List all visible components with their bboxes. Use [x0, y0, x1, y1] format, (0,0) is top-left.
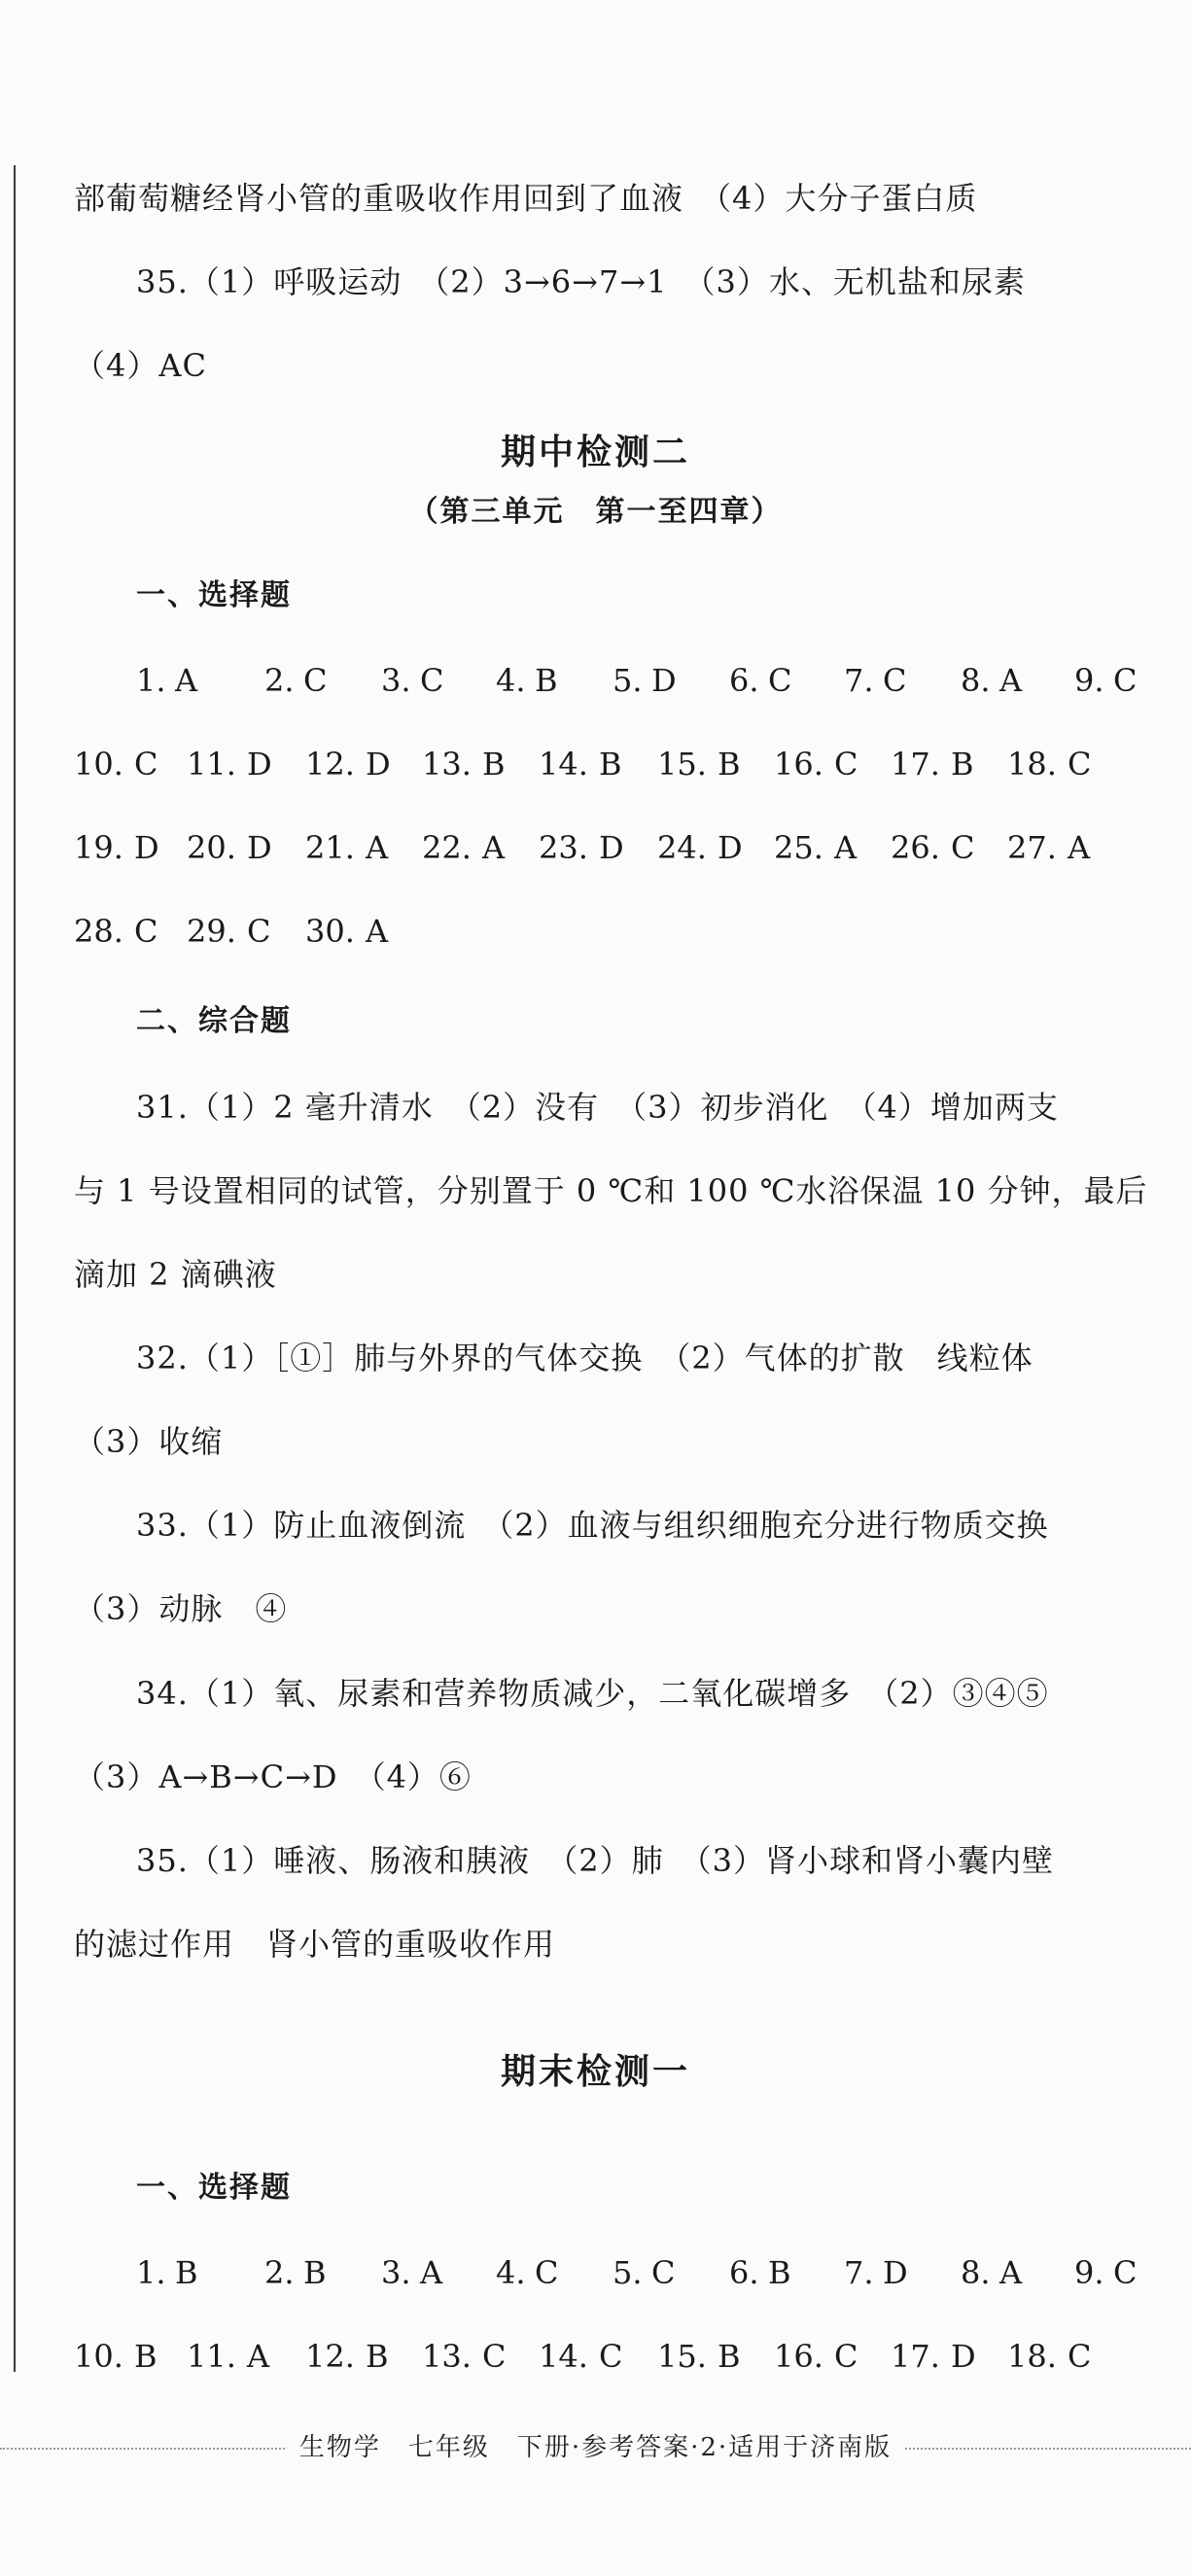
question-number: 8. [961, 662, 991, 699]
question-number: 16. [774, 2338, 823, 2375]
answer-letter: D [599, 829, 624, 866]
answer-letter: B [366, 2338, 389, 2375]
answer-letter: C [535, 2254, 559, 2291]
question-number: 17. [891, 2338, 940, 2375]
question-number: 1. [136, 662, 166, 699]
question-number: 13. [422, 2338, 472, 2375]
page-footer [0, 2428, 1191, 2467]
question-number: 18. [1007, 746, 1057, 783]
answer-letter: A [247, 2338, 270, 2375]
answer-letter: B [482, 746, 506, 783]
q34-line-1: 34.（1）氧、尿素和营养物质减少，二氧化碳增多 （2）③④⑤ [136, 1675, 1049, 1712]
answer-letter: C [1068, 2338, 1092, 2375]
question-number: 7. [844, 662, 874, 699]
answer-letter: B [535, 662, 558, 699]
answer-letter: C [1113, 2254, 1138, 2291]
question-number: 26. [891, 829, 940, 866]
question-number: 24. [657, 829, 707, 866]
answer-letter: D [651, 662, 677, 699]
answer-letter: D [718, 829, 743, 866]
question-number: 3. [381, 662, 411, 699]
answer-letter: D [134, 829, 159, 866]
q35-line-2: 的滤过作用 肾小管的重吸收作用 [74, 1926, 556, 1963]
answer-letter: C [951, 829, 975, 866]
question-number: 25. [774, 829, 823, 866]
answer-letter: A [834, 829, 858, 866]
answer-letter: C [482, 2338, 507, 2375]
section-title-final-1: 期末检测一 [500, 2052, 690, 2092]
composite-heading-midterm-2: 二、综合题 [136, 1004, 292, 1038]
answer-letter: C [834, 746, 858, 783]
choice-row [0, 910, 1191, 953]
footer-text: 生物学 七年级 下册·参考答案·2·适用于济南版 [286, 2433, 905, 2462]
answer-letter: B [951, 746, 974, 783]
question-number: 14. [539, 746, 588, 783]
answer-letter: A [999, 2254, 1023, 2291]
answer-letter: A [1068, 829, 1091, 866]
answer-letter: D [247, 829, 272, 866]
q35-answer-line: 35.（1）呼吸运动 （2）3→6→7→1 （3）水、无机盐和尿素 [136, 263, 1026, 300]
question-number: 21. [305, 829, 355, 866]
answer-letter: C [247, 913, 271, 950]
answer-letter: C [1068, 746, 1092, 783]
q32-line-2: （3）收缩 [74, 1423, 224, 1460]
answer-letter: B [718, 2338, 741, 2375]
answer-letter: A [175, 662, 198, 699]
question-number: 18. [1007, 2338, 1057, 2375]
footer-text-wrap [0, 2428, 1191, 2467]
answer-letter: C [768, 662, 792, 699]
answer-letter: D [883, 2254, 908, 2291]
q31-line-1: 31.（1）2 毫升清水 （2）没有 （3）初步消化 （4）增加两支 [136, 1089, 1059, 1126]
answer-letter: B [599, 746, 622, 783]
question-number: 27. [1007, 829, 1057, 866]
question-number: 15. [657, 746, 707, 783]
q35-line-1: 35.（1）唾液、肠液和胰液 （2）肺 （3）肾小球和肾小囊内壁 [136, 1842, 1054, 1879]
question-number: 10. [74, 2338, 123, 2375]
question-number: 4. [496, 662, 526, 699]
answer-letter: A [999, 662, 1023, 699]
answer-letter: B [134, 2338, 158, 2375]
answer-letter: A [366, 913, 389, 950]
question-number: 29. [187, 913, 236, 950]
answer-letter: A [482, 829, 506, 866]
question-number: 3. [381, 2254, 411, 2291]
answer-letter: D [247, 746, 272, 783]
q33-line-2: （3）动脉 ④ [74, 1590, 288, 1627]
question-number: 5. [613, 662, 643, 699]
section-subtitle-midterm-2: （第三单元 第一至四章） [408, 495, 783, 529]
q31-line-2: 与 1 号设置相同的试管，分别置于 0 ℃和 100 ℃水浴保温 10 分钟，最后 [74, 1172, 1148, 1209]
answer-letter: C [1113, 662, 1138, 699]
question-number: 16. [774, 746, 823, 783]
choice-row [0, 2251, 1191, 2294]
question-number: 30. [305, 913, 355, 950]
question-number: 17. [891, 746, 940, 783]
answer-letter: B [175, 2254, 198, 2291]
answer-letter: C [303, 662, 328, 699]
choice-row [0, 743, 1191, 785]
answer-letter: C [134, 746, 158, 783]
question-number: 2. [264, 2254, 295, 2291]
question-number: 13. [422, 746, 472, 783]
choice-row [0, 2335, 1191, 2378]
question-number: 12. [305, 746, 355, 783]
question-number: 6. [729, 2254, 759, 2291]
answer-letter: A [366, 829, 389, 866]
question-number: 7. [844, 2254, 874, 2291]
continued-answer-line: 部葡萄糖经肾小管的重吸收作用回到了血液 （4）大分子蛋白质 [74, 180, 978, 217]
choice-row [0, 659, 1191, 702]
question-number: 9. [1074, 2254, 1104, 2291]
answer-letter: C [420, 662, 444, 699]
question-number: 10. [74, 746, 123, 783]
answer-letter: C [834, 2338, 858, 2375]
question-number: 23. [539, 829, 588, 866]
question-number: 8. [961, 2254, 991, 2291]
question-number: 2. [264, 662, 295, 699]
answer-letter: B [303, 2254, 327, 2291]
question-number: 12. [305, 2338, 355, 2375]
q32-line-1: 32.（1）［①］肺与外界的气体交换 （2）气体的扩散 线粒体 [136, 1340, 1033, 1376]
answer-letter: C [599, 2338, 623, 2375]
answer-letter: B [768, 2254, 791, 2291]
question-number: 9. [1074, 662, 1104, 699]
question-number: 4. [496, 2254, 526, 2291]
question-number: 6. [729, 662, 759, 699]
choice-heading-midterm-2: 一、选择题 [136, 578, 292, 612]
choice-heading-final-1: 一、选择题 [136, 2171, 292, 2205]
q35-answer-line-2: （4）AC [74, 347, 207, 384]
question-number: 5. [613, 2254, 643, 2291]
answer-letter: C [883, 662, 907, 699]
q34-line-2: （3）A→B→C→D （4）⑥ [74, 1758, 472, 1795]
question-number: 1. [136, 2254, 166, 2291]
answer-letter: B [718, 746, 741, 783]
answer-letter: D [951, 2338, 976, 2375]
answer-letter: C [651, 2254, 676, 2291]
answer-letter: A [420, 2254, 443, 2291]
question-number: 15. [657, 2338, 707, 2375]
question-number: 11. [187, 2338, 236, 2375]
answer-letter: C [134, 913, 158, 950]
question-number: 28. [74, 913, 123, 950]
q31-line-3: 滴加 2 滴碘液 [74, 1256, 277, 1293]
question-number: 22. [422, 829, 472, 866]
question-number: 11. [187, 746, 236, 783]
q33-line-1: 33.（1）防止血液倒流 （2）血液与组织细胞充分进行物质交换 [136, 1507, 1049, 1544]
section-title-midterm-2: 期中检测二 [500, 433, 690, 472]
question-number: 20. [187, 829, 236, 866]
answer-letter: D [366, 746, 391, 783]
question-number: 14. [539, 2338, 588, 2375]
question-number: 19. [74, 829, 123, 866]
choice-row [0, 826, 1191, 869]
